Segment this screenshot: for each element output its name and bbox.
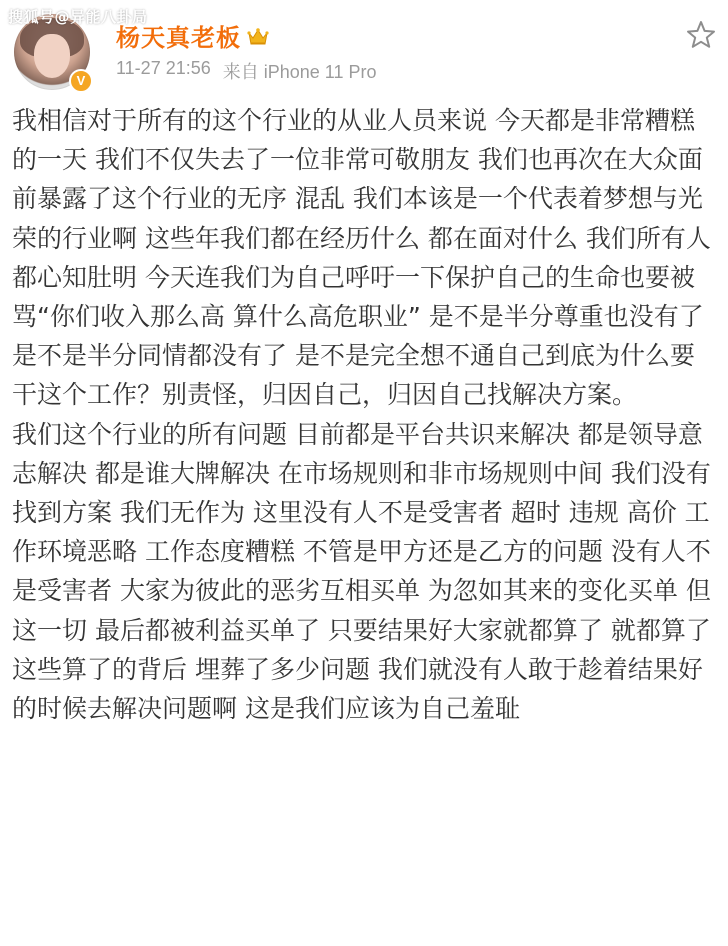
verified-badge-icon: V <box>69 69 93 93</box>
post-paragraph-1: 我相信对于所有的这个行业的从业人员来说 今天都是非常糟糕的一天 我们不仅失去了一位非常可敬朋友 我们也再次在大众面前暴露了这个行业的无序 混乱 我们本该是一个代表着梦想与光荣的行业啊 这些年我们都在经历什么 都在面对什么 我们所有人都心知肚明 今天连我们为自己呼吁一下保护自己的生命也要被骂“你们收入那么高 算什么高危职业” 是不是半分尊重也没有了 是不是半分同情都没有了 是不是完全想不通自己到底为什么要干这个工作？别责怪，归因自己，归因自己找解决方案。 <box>12 106 711 410</box>
post-time: 11-27 21:56 <box>116 58 211 78</box>
post-meta <box>116 58 377 84</box>
post-body <box>12 101 718 728</box>
author-name-text[interactable]: 杨天真老板 <box>116 24 241 52</box>
post-source: 来自 iPhone 11 Pro <box>222 62 377 82</box>
crown-icon <box>247 27 269 47</box>
star-outline-icon[interactable] <box>684 18 718 52</box>
post-paragraph-2: 我们这个行业的所有问题 目前都是平台共识来解决 都是领导意志解决 都是谁大牌解决 在市场规则和非市场规则中间 我们没有找到方案 我们无作为 这里没有人不是受害者 超时 违规 高价 工作环境恶略 工作态度糟糕 不管是甲方还是乙方的问题 没有人不是受害者 大家为彼此的恶劣互相买单 为忽如其来的变化买单 但这一切 最后都被利益买单了 只要结果好大家就都算了 就都算了 这些算了的背后 埋葬了多少问题 我们就没有人敢于趁着结果好的时候去解决问题啊 这是我们应该为自己羞耻 <box>12 419 711 724</box>
watermark: 搜狐号@异能八卦局 <box>8 8 148 26</box>
avatar-face <box>34 34 70 78</box>
